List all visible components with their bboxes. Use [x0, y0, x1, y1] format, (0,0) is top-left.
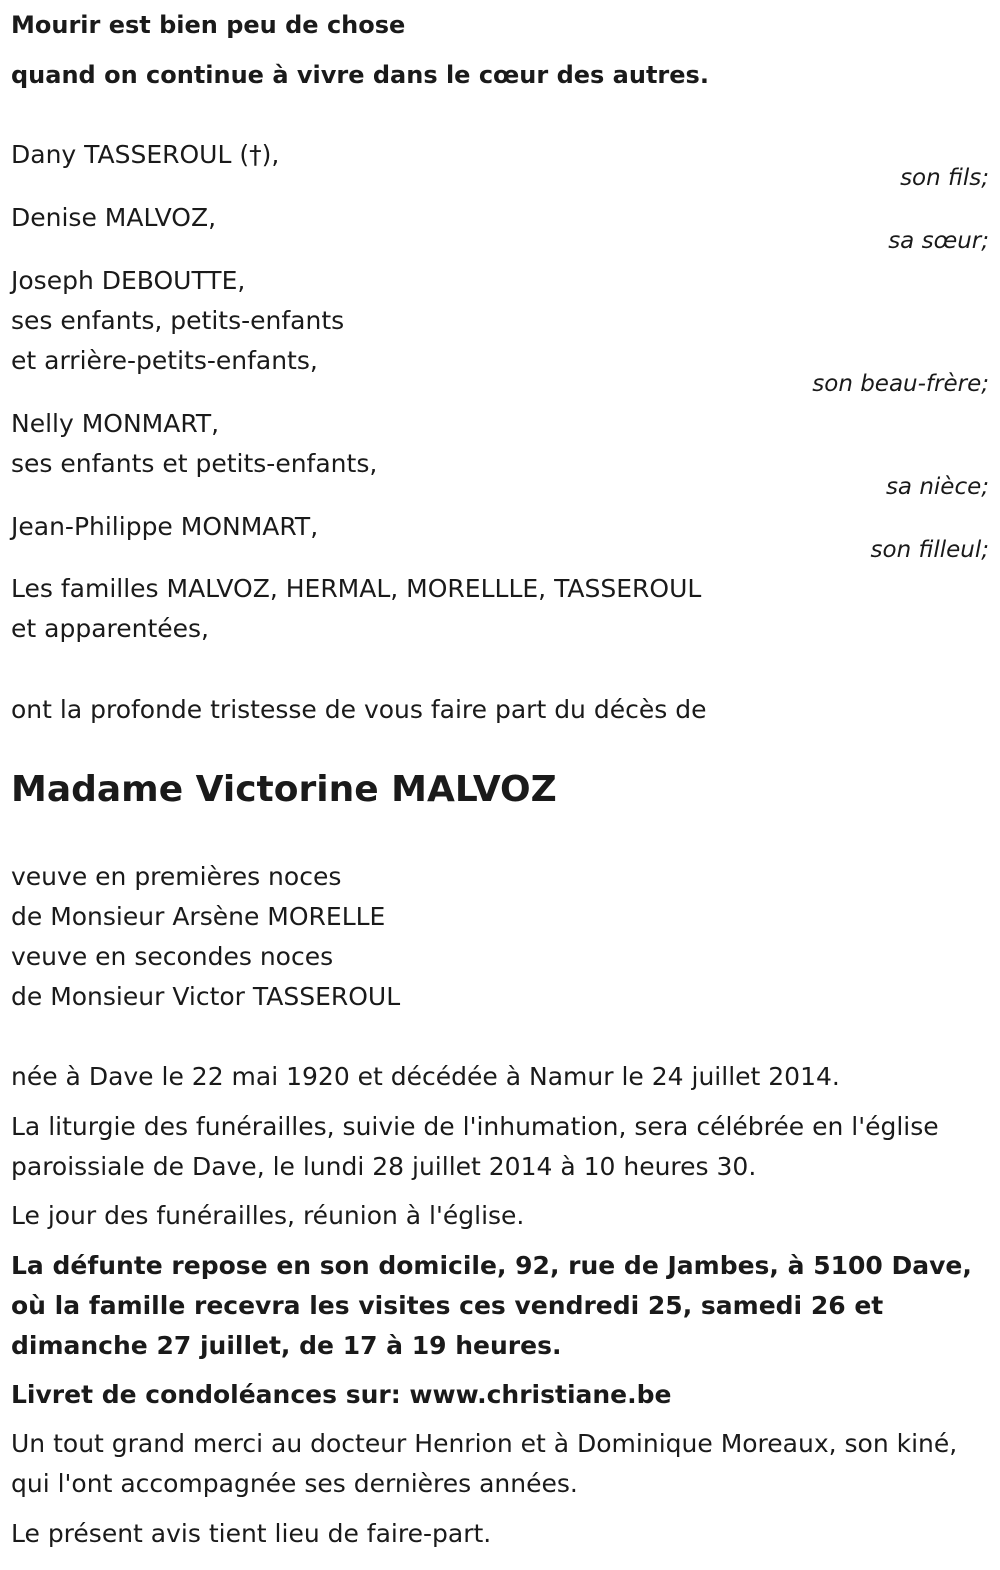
announcement-intro: ont la profonde tristesse de vous faire part du décès de: [11, 695, 707, 724]
family-relation: son beau-frère;: [812, 371, 989, 397]
family-member-name: Joseph DEBOUTTE,: [11, 266, 246, 295]
family-member-name: Nelly MONMART,: [11, 409, 220, 438]
family-member-name: Denise MALVOZ,: [11, 203, 217, 232]
spouse-line: de Monsieur Victor TASSEROUL: [11, 982, 401, 1011]
thanks-paragraph: Un tout grand merci au docteur Henrion et à Dominique Moreaux, son kiné, qui l'ont accompagnée ses dernières années.: [11, 1429, 958, 1498]
family-member-line: ses enfants et petits-enfants,: [11, 449, 378, 478]
liturgy-paragraph: La liturgie des funérailles, suivie de l'inhumation, sera célébrée en l'église paroissiale de Dave, le lundi 28 juillet 2014 à 10 heures 30.: [11, 1112, 939, 1181]
family-member-line: et apparentées,: [11, 614, 209, 643]
meeting-paragraph: Le jour des funérailles, réunion à l'église.: [11, 1201, 525, 1230]
notice-paragraph: Le présent avis tient lieu de faire-part.: [11, 1519, 492, 1548]
family-member-name: Dany TASSEROUL (†),: [11, 140, 280, 169]
family-member-name: Les familles MALVOZ, HERMAL, MORELLLE, TASSEROUL: [11, 574, 702, 603]
spouse-line: de Monsieur Arsène MORELLE: [11, 902, 386, 931]
deceased-name: Madame Victorine MALVOZ: [11, 769, 557, 810]
condolences-link[interactable]: Livret de condoléances sur: www.christiane.be: [11, 1380, 672, 1409]
quote-line-1: Mourir est bien peu de chose: [11, 11, 406, 39]
visitation-paragraph: La défunte repose en son domicile, 92, rue de Jambes, à 5100 Dave, où la famille recevra les visites ces vendredi 25, samedi 26 et dimanche 27 juillet, de 17 à 19 heures.: [11, 1251, 972, 1360]
family-member-line: ses enfants, petits-enfants: [11, 306, 345, 335]
spouse-line: veuve en premières noces: [11, 862, 342, 891]
birth-death: née à Dave le 22 mai 1920 et décédée à Namur le 24 juillet 2014.: [11, 1062, 840, 1091]
family-relation: son filleul;: [870, 537, 989, 563]
family-relation: sa nièce;: [885, 474, 989, 500]
quote-line-2: quand on continue à vivre dans le cœur des autres.: [11, 61, 709, 89]
family-member-line: et arrière-petits-enfants,: [11, 346, 318, 375]
family-member-name: Jean-Philippe MONMART,: [11, 512, 319, 541]
spouse-line: veuve en secondes noces: [11, 942, 334, 971]
family-relation: son fils;: [900, 165, 989, 191]
family-relation: sa sœur;: [888, 228, 989, 254]
